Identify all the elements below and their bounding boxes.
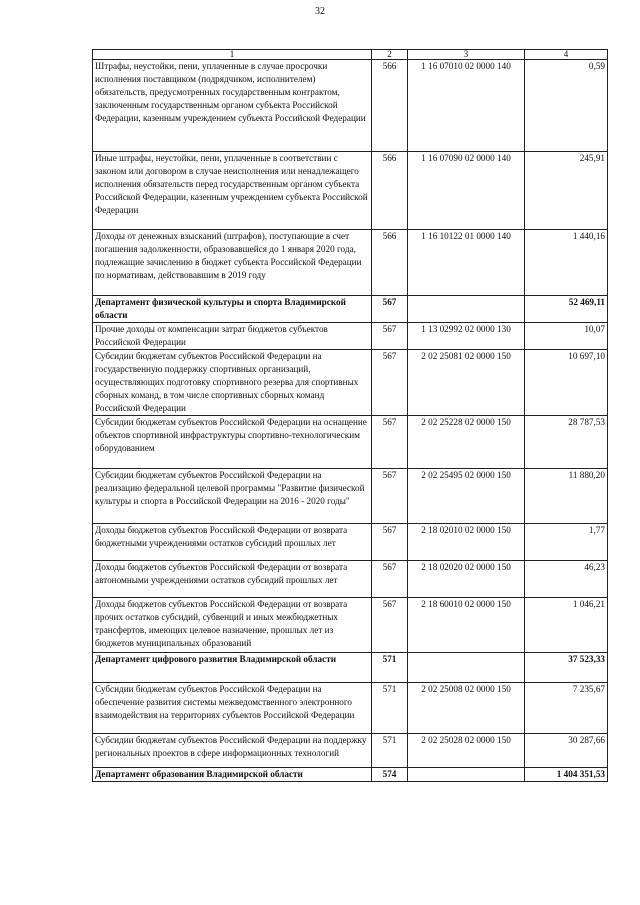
cell-amount: 245,91 bbox=[525, 152, 608, 230]
cell-budget-code: 2 02 25028 02 0000 150 bbox=[408, 734, 525, 768]
budget-table bbox=[92, 49, 608, 782]
cell-name: Департамент цифрового развития Владимирской области bbox=[93, 653, 372, 683]
cell-name: Субсидии бюджетам субъектов Российской Федерации на реализацию федеральной целевой программы "Развитие физической культуры и спорта в Российской Федерации на 2016 - 2020 годы" bbox=[93, 469, 372, 524]
cell-name: Доходы бюджетов субъектов Российской Федерации от возврата прочих остатков субсидий, субвенций и иных межбюджетных трансфертов, имеющих целевое назначение, прошлых лет из бюджетов муниципальных образований bbox=[93, 598, 372, 653]
cell-budget-code: 2 18 02020 02 0000 150 bbox=[408, 561, 525, 598]
cell-budget-code: 2 18 02010 02 0000 150 bbox=[408, 524, 525, 561]
cell-name: Доходы бюджетов субъектов Российской Федерации от возврата автономными учреждениями остатков субсидий прошлых лет bbox=[93, 561, 372, 598]
cell-name: Субсидии бюджетам субъектов Российской Федерации на оснащение объектов спортивной инфраструктуры спортивно-технологическим оборудованием bbox=[93, 416, 372, 469]
cell-amount: 1,77 bbox=[525, 524, 608, 561]
cell-admin-code: 571 bbox=[372, 653, 408, 683]
cell-amount: 10,07 bbox=[525, 323, 608, 350]
cell-name: Иные штрафы, неустойки, пени, уплаченные в соответствии с законом или договором в случае неисполнения или ненадлежащего исполнения обязательств перед государственным органом субъекта Российской Федерации, казенным учреждением субъекта Российской Федерации bbox=[93, 152, 372, 230]
cell-name: Субсидии бюджетам субъектов Российской Федерации на государственную поддержку спортивных организаций, осуществляющих подготовку спортивного резерва для спортивных сборных команд, в том числе спортивных сборных команд Российской Федерации bbox=[93, 350, 372, 416]
cell-admin-code: 567 bbox=[372, 416, 408, 469]
cell-amount: 37 523,33 bbox=[525, 653, 608, 683]
cell-amount: 1 404 351,53 bbox=[525, 768, 608, 782]
cell-budget-code bbox=[408, 768, 525, 782]
cell-amount: 28 787,53 bbox=[525, 416, 608, 469]
cell-budget-code: 1 16 07010 02 0000 140 bbox=[408, 60, 525, 152]
cell-admin-code: 567 bbox=[372, 561, 408, 598]
cell-budget-code bbox=[408, 653, 525, 683]
table-row bbox=[93, 469, 608, 524]
cell-budget-code: 1 16 10122 01 0000 140 bbox=[408, 230, 525, 296]
cell-admin-code: 566 bbox=[372, 230, 408, 296]
cell-amount: 7 235,67 bbox=[525, 683, 608, 734]
cell-name: Штрафы, неустойки, пени, уплаченные в случае просрочки исполнения поставщиком (подрядчиком, исполнителем) обязательств, предусмотренных государственным контрактом, заключенным государственным органом субъекта Российской Федерации, казенным учреждением субъекта Российской Федерации bbox=[93, 60, 372, 152]
table-row bbox=[93, 152, 608, 230]
cell-admin-code: 571 bbox=[372, 734, 408, 768]
cell-amount: 46,23 bbox=[525, 561, 608, 598]
table-row bbox=[93, 323, 608, 350]
column-header-2: 2 bbox=[372, 50, 408, 60]
cell-amount: 0,59 bbox=[525, 60, 608, 152]
cell-admin-code: 566 bbox=[372, 152, 408, 230]
cell-budget-code: 2 02 25495 02 0000 150 bbox=[408, 469, 525, 524]
cell-admin-code: 574 bbox=[372, 768, 408, 782]
cell-admin-code: 566 bbox=[372, 60, 408, 152]
cell-amount: 10 697,10 bbox=[525, 350, 608, 416]
column-header-4: 4 bbox=[525, 50, 608, 60]
department-row bbox=[93, 653, 608, 683]
table-row bbox=[93, 734, 608, 768]
department-row bbox=[93, 768, 608, 782]
table-row bbox=[93, 230, 608, 296]
header-row bbox=[93, 50, 608, 60]
cell-amount: 30 287,66 bbox=[525, 734, 608, 768]
cell-name: Доходы бюджетов субъектов Российской Федерации от возврата бюджетными учреждениями остатков субсидий прошлых лет bbox=[93, 524, 372, 561]
table-row bbox=[93, 561, 608, 598]
cell-budget-code: 2 02 25081 02 0000 150 bbox=[408, 350, 525, 416]
cell-budget-code: 2 02 25228 02 0000 150 bbox=[408, 416, 525, 469]
cell-admin-code: 567 bbox=[372, 296, 408, 323]
cell-admin-code: 571 bbox=[372, 683, 408, 734]
cell-amount: 1 440,16 bbox=[525, 230, 608, 296]
cell-name: Департамент образования Владимирской области bbox=[93, 768, 372, 782]
cell-amount: 1 046,21 bbox=[525, 598, 608, 653]
page-number: 32 bbox=[315, 6, 325, 17]
cell-budget-code: 1 16 07090 02 0000 140 bbox=[408, 152, 525, 230]
cell-admin-code: 567 bbox=[372, 350, 408, 416]
cell-budget-code bbox=[408, 296, 525, 323]
table-row bbox=[93, 416, 608, 469]
cell-budget-code: 2 18 60010 02 0000 150 bbox=[408, 598, 525, 653]
column-header-3: 3 bbox=[408, 50, 525, 60]
department-row bbox=[93, 296, 608, 323]
cell-budget-code: 1 13 02992 02 0000 130 bbox=[408, 323, 525, 350]
cell-amount: 52 469,11 bbox=[525, 296, 608, 323]
table-row bbox=[93, 598, 608, 653]
cell-admin-code: 567 bbox=[372, 524, 408, 561]
table-row bbox=[93, 524, 608, 561]
column-header-1: 1 bbox=[93, 50, 372, 60]
cell-name: Субсидии бюджетам субъектов Российской Федерации на поддержку региональных проектов в сфере информационных технологий bbox=[93, 734, 372, 768]
cell-name: Доходы от денежных взысканий (штрафов), поступающие в счет погашения задолженности, образовавшейся до 1 января 2020 года, подлежащие зачислению в бюджет субъекта Российской Федерации по нормативам, действовавшим в 2019 году bbox=[93, 230, 372, 296]
table-row bbox=[93, 60, 608, 152]
table-row bbox=[93, 350, 608, 416]
cell-amount: 11 880,20 bbox=[525, 469, 608, 524]
cell-name: Субсидии бюджетам субъектов Российской Федерации на обеспечение развития системы межведомственного электронного взаимодействия на территориях субъектов Российской Федерации bbox=[93, 683, 372, 734]
cell-admin-code: 567 bbox=[372, 469, 408, 524]
cell-admin-code: 567 bbox=[372, 323, 408, 350]
cell-name: Прочие доходы от компенсации затрат бюджетов субъектов Российской Федерации bbox=[93, 323, 372, 350]
cell-admin-code: 567 bbox=[372, 598, 408, 653]
cell-budget-code: 2 02 25008 02 0000 150 bbox=[408, 683, 525, 734]
cell-name: Департамент физической культуры и спорта Владимирской области bbox=[93, 296, 372, 323]
table-row bbox=[93, 683, 608, 734]
